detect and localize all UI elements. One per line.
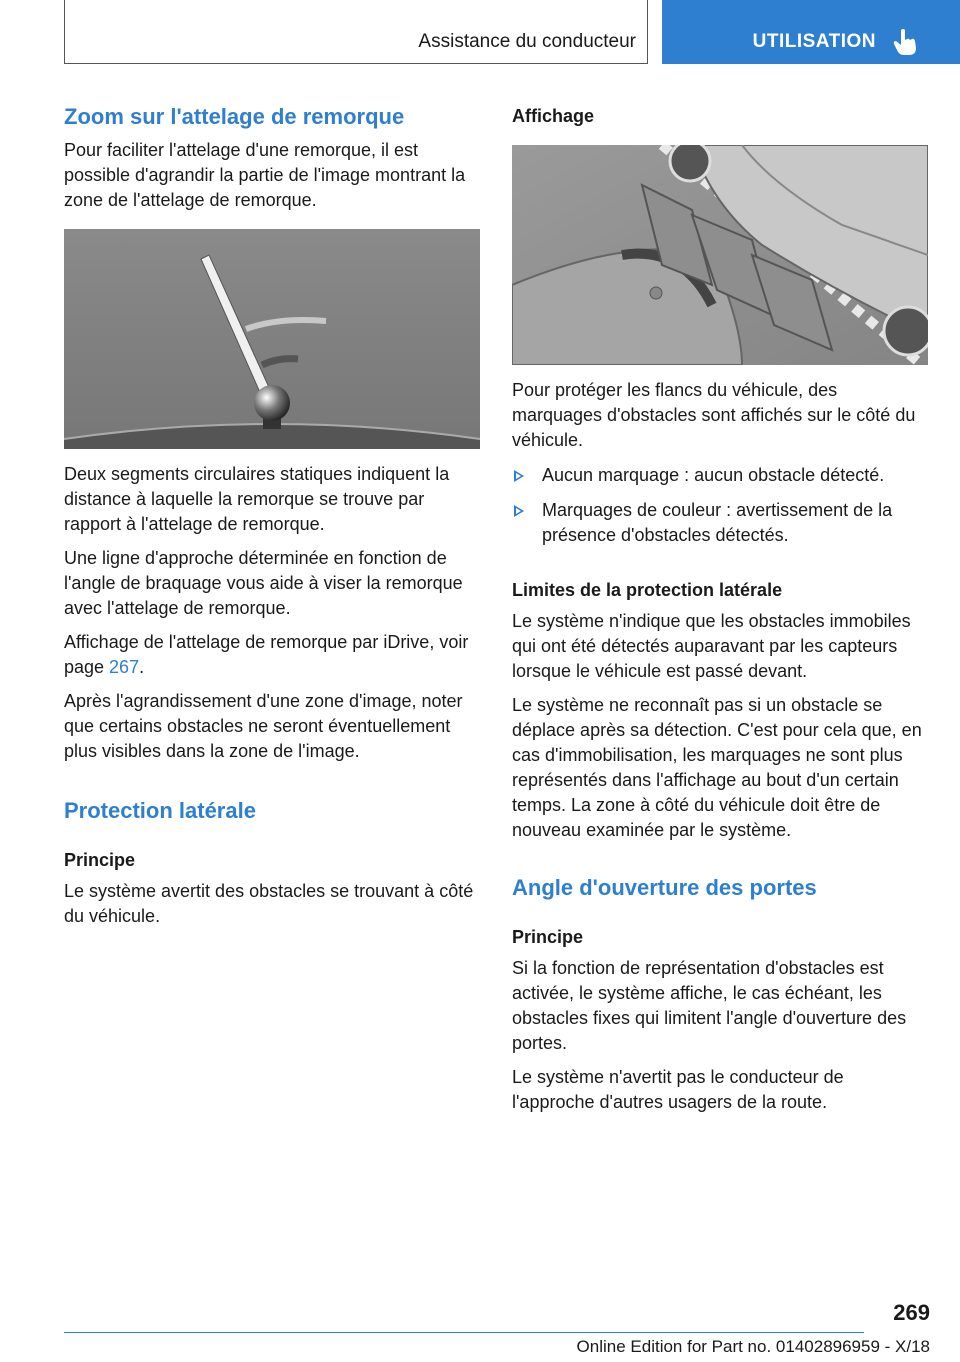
display-heading: Affichage <box>512 106 595 126</box>
para-zoom-note: Après l'agrandissement d'une zone d'image, noter que certains obstacles ne seront éventuellement plus visibles dans la zone de l'image. <box>64 691 463 761</box>
header-tab-utilisation[interactable] <box>662 0 960 64</box>
limits-text-2: Le système ne reconnaît pas si un obstacle se déplace après sa détection. C'est pour cela que, en cas d'immobilisation, les marquages ne sont plus représentés dans l'affichage au bout d'un certain temps. La zone à côté du véhicule doit être de nouveau examinée par le système. <box>512 695 922 840</box>
para-idrive-suffix: . <box>139 657 145 677</box>
side-protection-image <box>512 145 928 365</box>
header-section-title: Assistance du conducteur <box>418 31 636 52</box>
zoom-intro: Pour faciliter l'attelage d'une remorque, il est possible d'agrandir la partie de l'image montrant la zone de l'attelage de remorque. <box>64 140 466 210</box>
list-item <box>512 463 926 488</box>
para-approach-line: Une ligne d'approche déterminée en fonction de l'angle de braquage vous aide à viser la remorque avec l'attelage de remorque. <box>64 548 463 618</box>
limits-text-1: Le système n'indique que les obstacles immobiles qui ont été détectés auparavant par les capteurs lorsque le véhicule est passé devant. <box>512 611 911 681</box>
right-column-top <box>512 104 926 129</box>
right-column-body <box>512 378 926 1124</box>
header-tab-label: UTILISATION <box>752 31 876 52</box>
pointing-hand-icon <box>892 28 918 56</box>
list-item <box>512 498 926 548</box>
marking-list <box>512 463 926 548</box>
para-segments: Deux segments circulaires statiques indiquent la distance à laquelle la remorque se trouve par rapport à l'attelage de remorque. <box>64 464 450 534</box>
hitch-zoom-image <box>64 229 480 449</box>
footer-rule <box>64 1332 864 1333</box>
footer-edition: Online Edition for Part no. 01402896959 - X/18 <box>576 1337 930 1356</box>
list-item-text: Marquages de couleur : avertissement de la présence d'obstacles détectés. <box>542 500 893 545</box>
triangle-bullet-icon <box>514 505 524 517</box>
side-protection-heading: Protection latérale <box>64 798 256 823</box>
zoom-heading: Zoom sur l'attelage de remorque <box>64 104 405 129</box>
door-text-2: Le système n'avertit pas le conducteur de l'approche d'autres usagers de la route. <box>512 1067 844 1112</box>
para-idrive-text: Affichage de l'attelage de remorque par iDrive, voir page <box>64 632 469 677</box>
left-column <box>64 104 482 222</box>
door-angle-heading: Angle d'ouverture des portes <box>512 875 817 900</box>
page-number: 269 <box>893 1300 930 1325</box>
door-text-1: Si la fonction de représentation d'obstacles est activée, le système affiche, le cas échéant, les obstacles fixes qui limitent l'angle d'ouverture des portes. <box>512 958 907 1053</box>
page-link-267[interactable]: 267 <box>109 657 140 677</box>
display-text: Pour protéger les flancs du véhicule, des marquages d'obstacles sont affichés sur le côté du véhicule. <box>512 380 916 450</box>
principle-heading: Principe <box>64 850 136 870</box>
para-idrive <box>64 630 482 680</box>
list-item-text: Aucun marquage : aucun obstacle détecté. <box>542 465 885 485</box>
triangle-bullet-icon <box>514 470 524 482</box>
left-column-body <box>64 462 482 938</box>
limits-heading: Limites de la protection latérale <box>512 580 783 600</box>
door-principle-heading: Principe <box>512 927 584 947</box>
principle-text: Le système avertit des obstacles se trouvant à côté du véhicule. <box>64 881 474 926</box>
